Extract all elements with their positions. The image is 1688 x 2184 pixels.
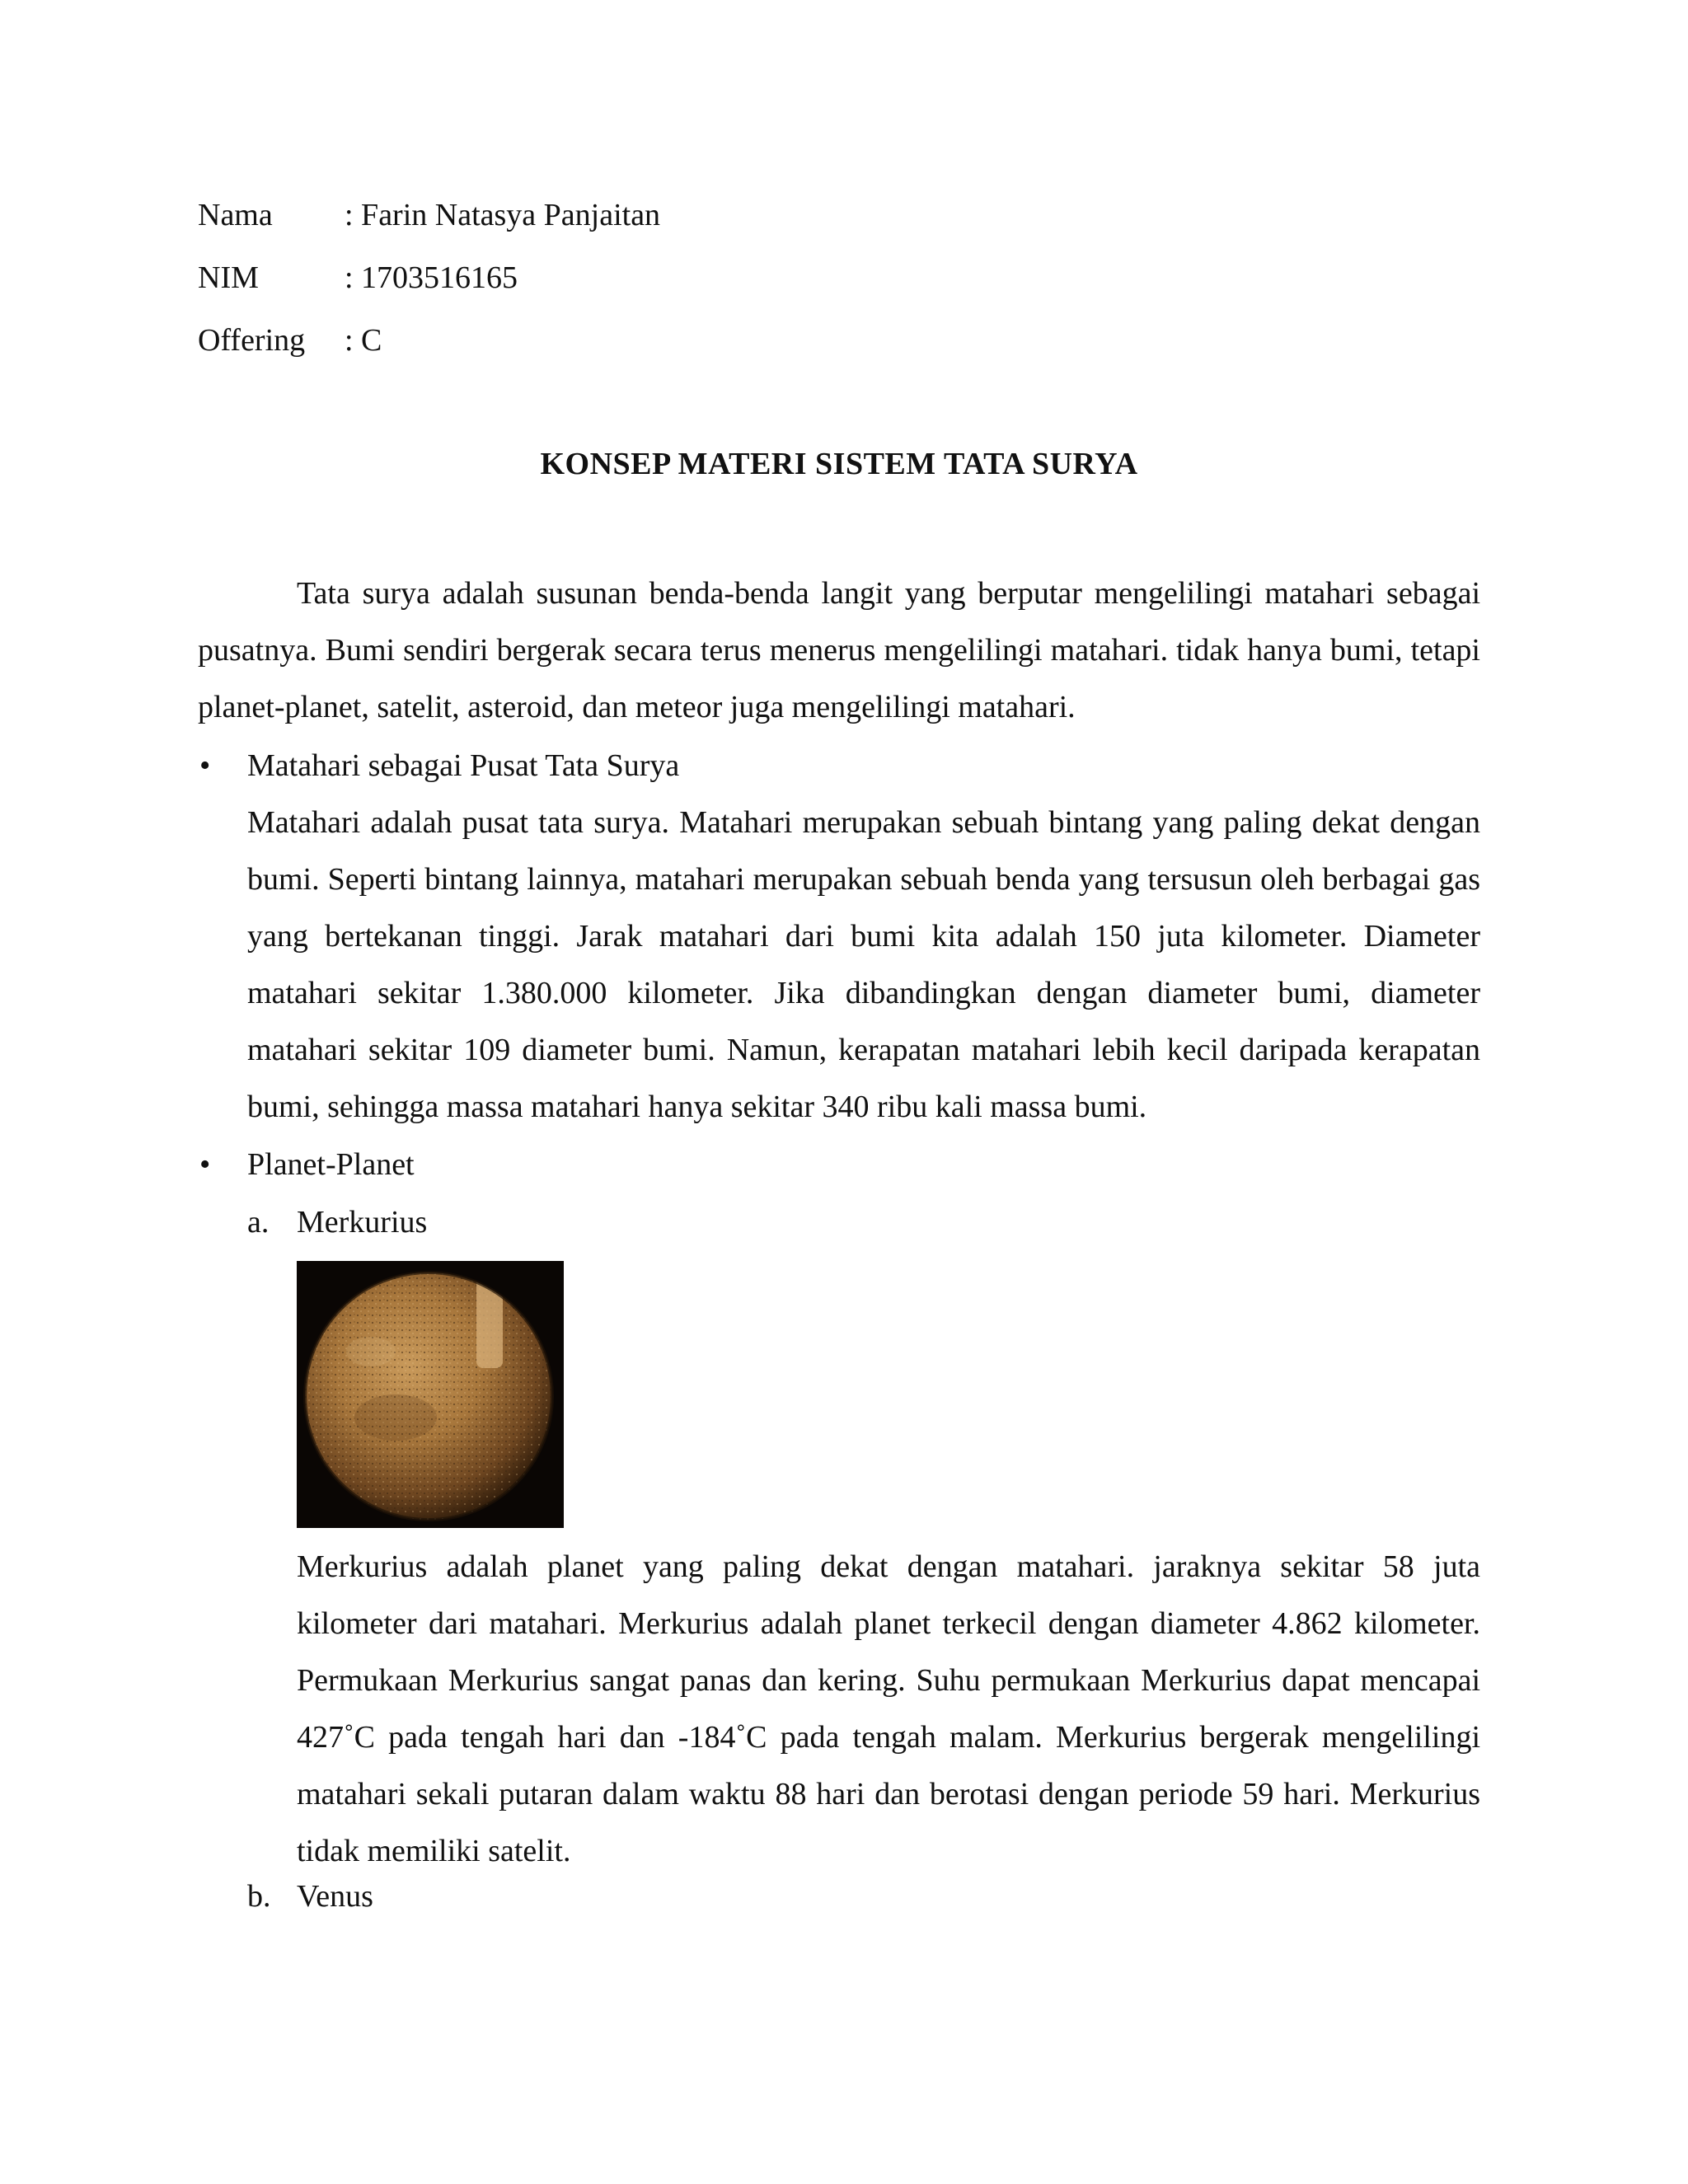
matahari-paragraph: Matahari adalah pusat tata surya. Matahari merupakan sebuah bintang yang paling dekat dengan bumi. Seperti bintang lainnya, matahari merupakan sebuah benda yang tersusun oleh berbagai gas yang bertekanan tinggi. Jarak matahari dari bumi kita adalah 150 juta kilometer. Diameter matahari sekitar 1.380.000 kilometer. Jika dibandingkan dengan diameter bumi, diameter matahari sekitar 109 diameter bumi. Namun, kerapatan matahari lebih kecil daripada kerapatan bumi, sehingga massa matahari hanya sekitar 340 ribu kali massa bumi. [247, 805, 1480, 1124]
sub-item-letter: b. [247, 1879, 271, 1914]
meta-nama-row [198, 196, 660, 234]
meta-nim-row [198, 259, 518, 297]
sub-item-letter: a. [247, 1205, 270, 1240]
page-title: KONSEP MATERI SISTEM TATA SURYA [540, 447, 1138, 481]
merkurius-paragraph: Merkurius adalah planet yang paling dekat dengan matahari. jaraknya sekitar 58 juta kilometer dari matahari. Merkurius adalah planet terkecil dengan diameter 4.862 kilometer. Permukaan Merkurius sangat panas dan kering. Suhu permukaan Merkurius dapat mencapai 427˚C pada tengah hari dan -184˚C pada tengah malam. Merkurius bergerak mengelilingi matahari sekali putaran dalam waktu 88 hari dan berotasi dengan periode 59 hari. Merkurius tidak memiliki satelit. [297, 1549, 1480, 1868]
meta-offering-label: Offering [198, 323, 306, 358]
merkurius-image [297, 1261, 564, 1528]
intro-paragraph: Tata surya adalah susunan benda-benda langit yang berputar mengelilingi matahari sebagai pusatnya. Bumi sendiri bergerak secara terus menerus mengelilingi matahari. tidak hanya bumi, tetapi planet-planet, satelit, asteroid, dan meteor juga mengelilingi matahari. [198, 576, 1480, 724]
meta-nim-value: : 1703516165 [345, 260, 518, 295]
bullet-matahari-heading: Matahari sebagai Pusat Tata Surya [247, 748, 680, 783]
meta-offering-row [198, 321, 382, 359]
bullet-dot: • [199, 748, 211, 783]
meta-nama-label: Nama [198, 198, 273, 232]
sub-item-name: Merkurius [297, 1205, 428, 1240]
meta-nim-label: NIM [198, 260, 259, 295]
sub-item-venus [247, 1877, 373, 1915]
meta-nama-value: : Farin Natasya Panjaitan [345, 198, 661, 232]
bullet-planet-heading: Planet-Planet [247, 1147, 415, 1182]
merkurius-planet-illustration [297, 1261, 564, 1528]
meta-offering-value: : C [345, 323, 382, 358]
bullet-dot: • [199, 1147, 211, 1182]
sub-item-merkurius [247, 1203, 427, 1241]
sub-item-name: Venus [297, 1879, 373, 1914]
